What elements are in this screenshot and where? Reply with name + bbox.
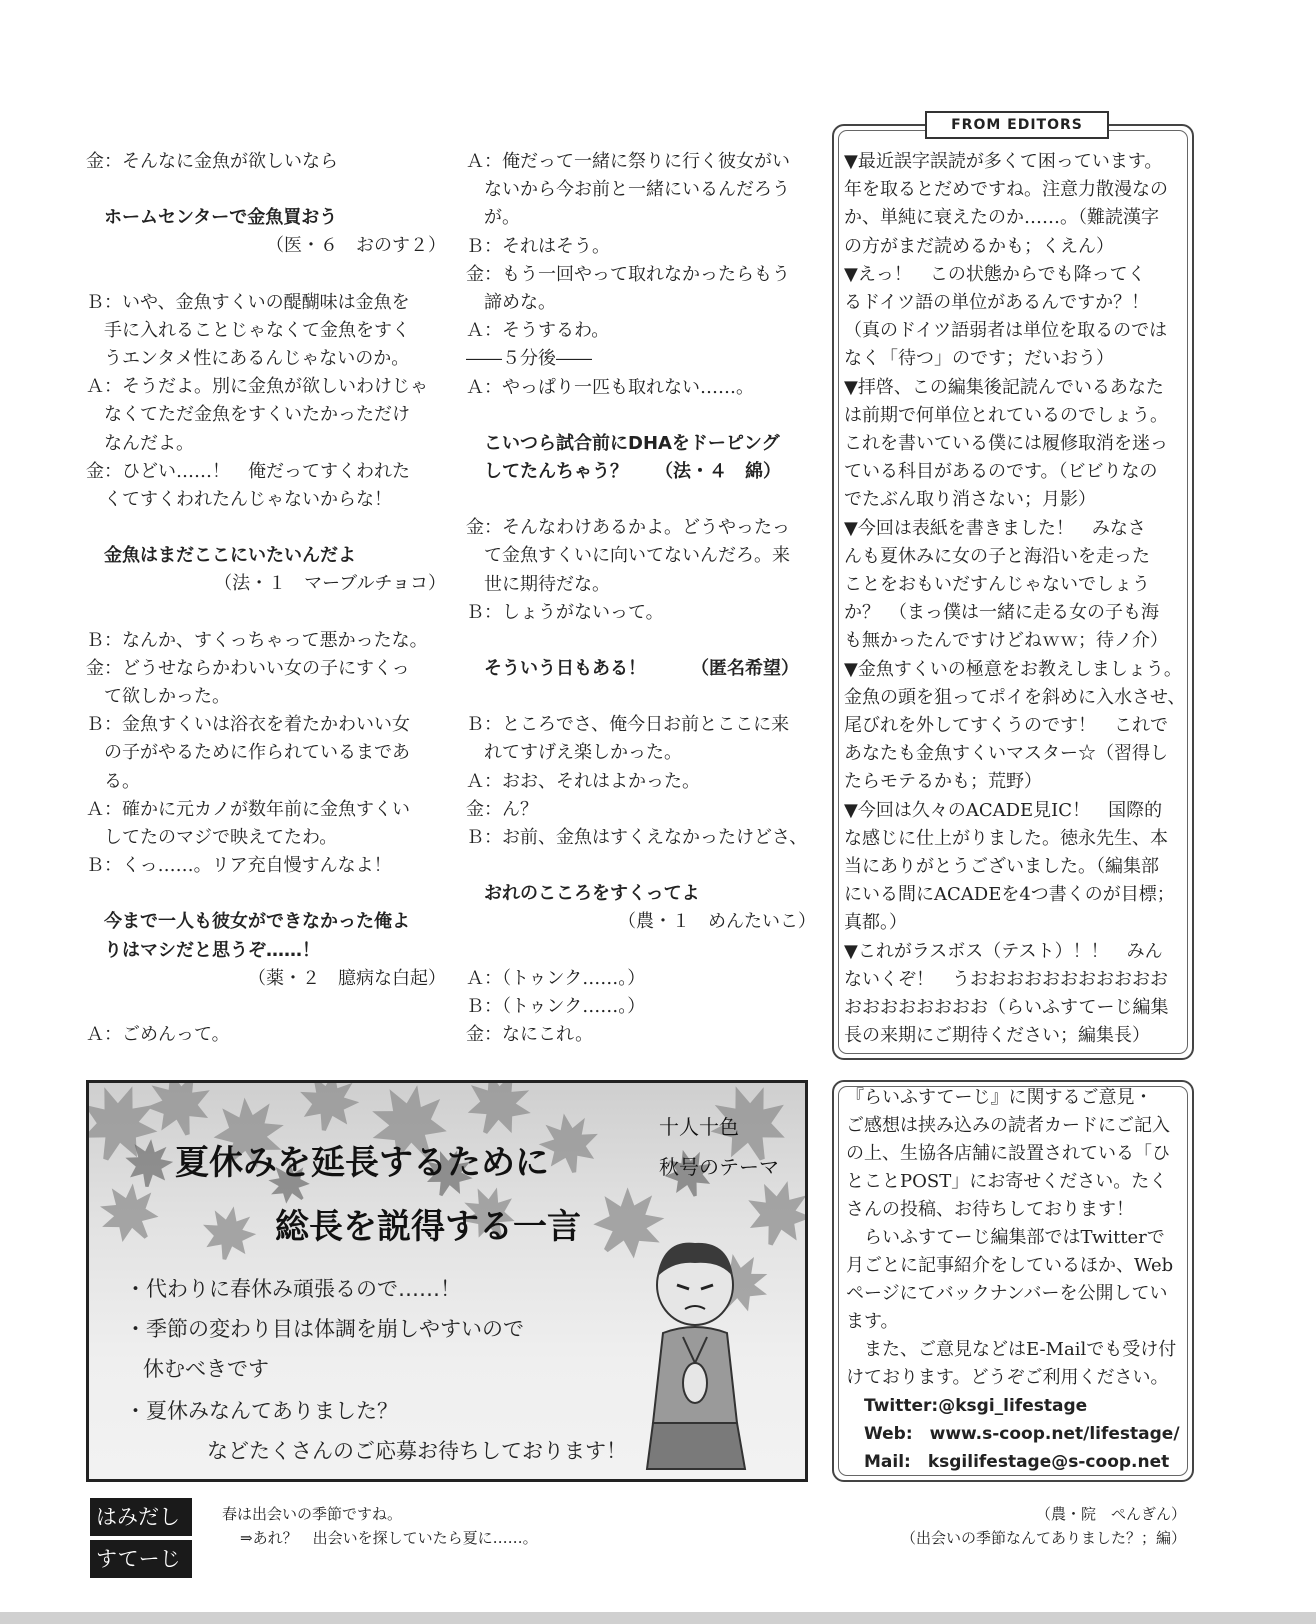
editor-note-line: ▼最近誤字誤読が多くて困っています。 [844,151,1163,172]
text-line: Ｂ：なんか、すくっちゃって悪かったな。 [86,629,428,651]
text-line: そういう日もある！ （匿名希望） [484,658,799,680]
article-column-1 [86,148,446,1049]
hamidashi-text [222,1502,538,1550]
spacer [86,514,446,542]
text-line: Ｂ：それはそう。 [466,235,610,257]
theme-title-line1: 夏休みを延長するために [175,1143,549,1183]
text-line: Ａ：ごめんって。 [86,1024,230,1046]
editor-note-line: 当にありがとうございました。（編集部 [844,856,1159,878]
submission-heading [466,655,816,683]
dialogue-line [466,824,816,852]
editor-note-line: 真都。） [844,912,907,934]
spacer [466,486,816,514]
hamidashi-logo-line1: はみだし [90,1498,192,1536]
text-line: る。 [104,770,140,792]
info-line: ます。 [846,1311,899,1332]
spacer [466,937,816,965]
submission-credit: （法・１ マーブルチョコ） [214,573,446,595]
text-line: れてすげえ楽しかった。 [484,742,682,764]
submission-heading [86,908,446,964]
theme-label-season: 秋号のテーマ [659,1155,779,1179]
info-line: さんの投稿、お待ちしております！ [846,1199,1134,1220]
editor-note-line: にいる間にACADEを4つ書くのが目標； [844,884,1175,906]
dialogue-line [466,345,816,373]
theme-example-2: ・季節の変わり目は体調を崩しやすいので [125,1317,524,1341]
text-line: りはマシだと思うぞ……！ [104,939,320,961]
theme-call-to-action: などたくさんのご応募お待ちしております！ [207,1439,627,1463]
dialogue-line [86,458,446,514]
hamidashi-logo [90,1498,200,1580]
dialogue-line [466,993,816,1021]
editor-note-line: るドイツ語の単位があるんですか？！ [844,292,1150,314]
text-line: 金：そんなに金魚が欲しいなら [86,151,338,172]
text-line: ――５分後―― [466,348,592,370]
dialogue-line [86,289,446,374]
text-line: うエンタメ性にあるんじゃないのか。 [104,348,410,370]
theme-example-1: ・代わりに春休み頑張るので……！ [125,1277,461,1301]
text-line: ホームセンターで金魚買おう [104,207,338,229]
editor-note-line: は前期で何単位とれているのでしょう。 [844,404,1168,426]
hamidashi-credit1: （農・院 ぺんぎん） [1035,1505,1186,1523]
editor-note-line: 金魚の頭を狙ってポイを斜めに入水させ、 [844,686,1186,708]
text-line: 今まで一人も彼女ができなかった俺よ [104,911,410,933]
text-line: Ｂ：ところでさ、俺今日お前とここに来 [466,714,790,736]
text-line: の子がやるために作られているまであ [104,742,410,764]
text-line: 諦めな。 [484,292,556,314]
theme-label-series: 十人十色 [659,1115,739,1139]
page-bottom-bar [0,1612,1316,1624]
text-line: Ｂ：しょうがないって。 [466,601,664,623]
web-url[interactable]: Web: www.s-coop.net/lifestage/ [864,1424,1180,1444]
dialogue-line [466,233,816,261]
dialogue-line [86,627,446,655]
info-line: ページにてバックナンバーを公開してい [846,1283,1168,1304]
text-line: て金魚すくいに向いてないんだろ。来 [484,545,790,567]
theme-title-line2: 総長を説得する一言 [275,1207,581,1247]
editor-note-line: 年を取るとだめですね。注意力散漫なの [844,179,1168,201]
spacer [86,261,446,289]
submission-heading [86,542,446,570]
editor-note-line: ▼今回は表紙を書きました！ みなさ [844,517,1146,539]
spacer [86,993,446,1021]
editor-note-line: な感じに仕上がりました。徳永先生、本 [844,827,1168,849]
text-line: が。 [484,207,520,229]
dialogue-line [86,852,446,880]
text-line: こいつら試合前にDHAをドーピング [484,432,780,454]
hamidashi-line2: ⇒あれ？ 出会いを探していたら夏に……。 [240,1529,538,1547]
spacer [466,683,816,711]
editor-note-line: （真のドイツ語弱者は単位を取るのでは [844,320,1168,342]
text-line: Ａ：（トゥンク……。） [466,967,646,989]
submission-heading [466,880,816,908]
editor-note-line: ▼これがラスボス（テスト）！！ みん [844,940,1163,962]
text-line: Ａ：そうだよ。別に金魚が欲しいわけじゃ [86,376,428,398]
text-line: 手に入れることじゃなくて金魚をすく [104,319,410,341]
dialogue-line [466,317,816,345]
editor-note-line: あなたも金魚すくいマスター☆（習得し [844,743,1168,765]
dialogue-line [86,373,446,458]
text-line: してたんちゃう？ （法・４ 綿） [484,461,781,483]
dialogue-line [466,711,816,767]
text-line: 金：どうせならかわいい女の子にすくっ [86,657,410,679]
text-line: ないから今お前と一緒にいるんだろう [484,179,790,201]
editor-note-line: ことをおもいだすんじゃないでしょう [844,574,1150,596]
text-line: Ａ：確かに元カノが数年前に金魚すくい [86,798,410,820]
editor-note-line: なく「待つ」のです；だいおう） [844,348,1114,370]
editor-note-line: も無かったんですけどねｗｗ；待ノ介） [844,630,1168,652]
spacer [86,176,446,204]
editor-note-line: ▼今回は久々のACADE見IC！ 国際的 [844,799,1163,821]
submission-credit: （農・１ めんたいこ） [618,911,816,933]
text-line: Ａ：やっぱり一匹も取れない……。 [466,376,754,398]
text-line: 金：そんなわけあるかよ。どうやったっ [466,517,790,539]
theme-panel [86,1080,808,1482]
editor-note-line: んも夏休みに女の子と海沿いを走った [844,545,1150,567]
spacer [86,880,446,908]
editor-note-line: ▼金魚すくいの極意をお教えしましょう。 [844,658,1182,680]
text-line: 世に期待だな。 [484,573,610,595]
info-line: ご感想は挟み込みの読者カードにご記入 [846,1115,1170,1136]
praying-person-illustration [633,1233,763,1473]
dialogue-line [86,796,446,852]
text-line: Ａ：俺だって一緒に祭りに行く彼女がい [466,151,790,172]
dialogue-line [86,655,446,711]
submission-credit: （医・６ おのす２） [266,235,446,257]
dialogue-line [466,514,816,599]
dialogue-line [466,965,816,993]
info-line: けております。どうぞご利用ください。 [846,1367,1169,1388]
editor-note-line: の方がまだ読めるかも；くえん） [844,235,1114,257]
dialogue-line [466,148,816,233]
submission-heading [86,204,446,232]
hamidashi-credit [901,1502,1186,1550]
info-line: らいふすてーじ編集部ではTwitterで [846,1227,1165,1248]
editor-note-line: ▼拝啓、この編集後記読んでいるあなた [844,376,1164,398]
theme-example-2-cont: 休むべきです [143,1357,269,1381]
theme-example-3: ・夏休みなんてありました？ [125,1399,398,1423]
editor-note-line: でたぶん取り消さない；月影） [844,489,1096,511]
dialogue-line [466,374,816,402]
dialogue-line [466,599,816,627]
editor-note-line: か？ （まっ僕は一緒に走る女の子も海 [844,602,1159,624]
editor-note-line: これを書いている僕には履修取消を迷っ [844,433,1168,455]
text-line: 金：なにこれ。 [466,1024,594,1046]
text-line: 金：もう一回やって取れなかったらもう [466,263,790,285]
info-line: の上、生協各店舗に設置されている「ひ [846,1143,1170,1164]
from-editors-text [844,148,1190,1051]
info-line: 月ごとに記事紹介をしているほか、Web [846,1255,1174,1276]
text-line: 金魚はまだここにいたいんだよ [104,545,356,567]
info-line: また、ご意見などはE-Mailでも受け付 [846,1339,1177,1360]
text-line: なくてただ金魚をすくいたかっただけ [104,404,410,426]
text-line: Ｂ：（トゥンク……。） [466,995,646,1017]
dialogue-line [466,261,816,317]
dialogue-line [86,711,446,796]
spacer [86,599,446,627]
editor-note-line: ないくぞ！ うおおおおおおおおおおお [844,968,1168,990]
text-line: Ｂ：いや、金魚すくいの醍醐味は金魚を [86,291,410,313]
editor-note-line: か、単純に衰えたのか……。（難読漢字 [844,207,1159,229]
from-editors-tag: FROM EDITORS [925,111,1109,139]
spacer [466,852,816,880]
dialogue-line [466,768,816,796]
text-line: おれのこころをすくってよ [484,883,700,905]
text-line: Ｂ：くっ……。リア充自慢すんなよ！ [86,855,392,877]
text-line: くてすくわれたんじゃないからな！ [104,489,392,511]
text-line: て欲しかった。 [104,686,230,708]
editor-note-line: たらモテるかも；荒野） [844,771,1042,793]
submission-credit: （薬・２ 臆病な白起） [248,967,446,989]
editor-note-line: 尾びれを外してすくうのです！ これで [844,715,1168,737]
hamidashi-credit2: （出会いの季節なんてありました？；編） [900,1529,1186,1547]
text-line: してたのマジで映えてたわ。 [104,827,338,849]
editor-note-line: ている科目があるのです。（ビビりなの [844,461,1158,483]
info-line: とことPOST」にお寄せください。たく [846,1171,1168,1192]
dialogue-line [86,1021,446,1049]
dialogue-line [466,796,816,824]
text-line: 金：ひどい……！ 俺だってすくわれた [86,460,410,482]
twitter-handle[interactable]: Twitter:@ksgi_lifestage [864,1396,1088,1416]
dialogue-line [86,148,446,176]
hamidashi-line1: 春は出会いの季節ですね。 [222,1505,403,1523]
spacer [466,627,816,655]
submission-heading [466,430,816,486]
text-line: Ｂ：金魚すくいは浴衣を着たかわいい女 [86,714,410,736]
hamidashi-logo-line2: すてーじ [90,1540,192,1578]
text-line: Ａ：おお、それはよかった。 [466,770,700,792]
text-line: Ａ：そうするわ。 [466,320,610,342]
dialogue-line [466,1021,816,1049]
info-text [846,1084,1190,1476]
text-line: 金：ん？ [466,798,538,820]
article-column-2 [466,148,816,1049]
spacer [466,402,816,430]
editor-note-line: 長の来期にご期待ください；編集長） [844,1025,1150,1047]
info-line: 『らいふすてーじ』に関するご意見・ [846,1087,1153,1108]
text-line: Ｂ：お前、金魚はすくえなかったけどさ、 [466,827,808,849]
editor-note-line: おおおおおおおお（らいふすてーじ編集 [844,997,1169,1019]
editor-note-line: ▼えっ！ この状態からでも降ってく [844,263,1146,285]
mail-address[interactable]: Mail: ksgilifestage@s-coop.net [864,1452,1170,1472]
text-line: なんだよ。 [104,432,194,454]
